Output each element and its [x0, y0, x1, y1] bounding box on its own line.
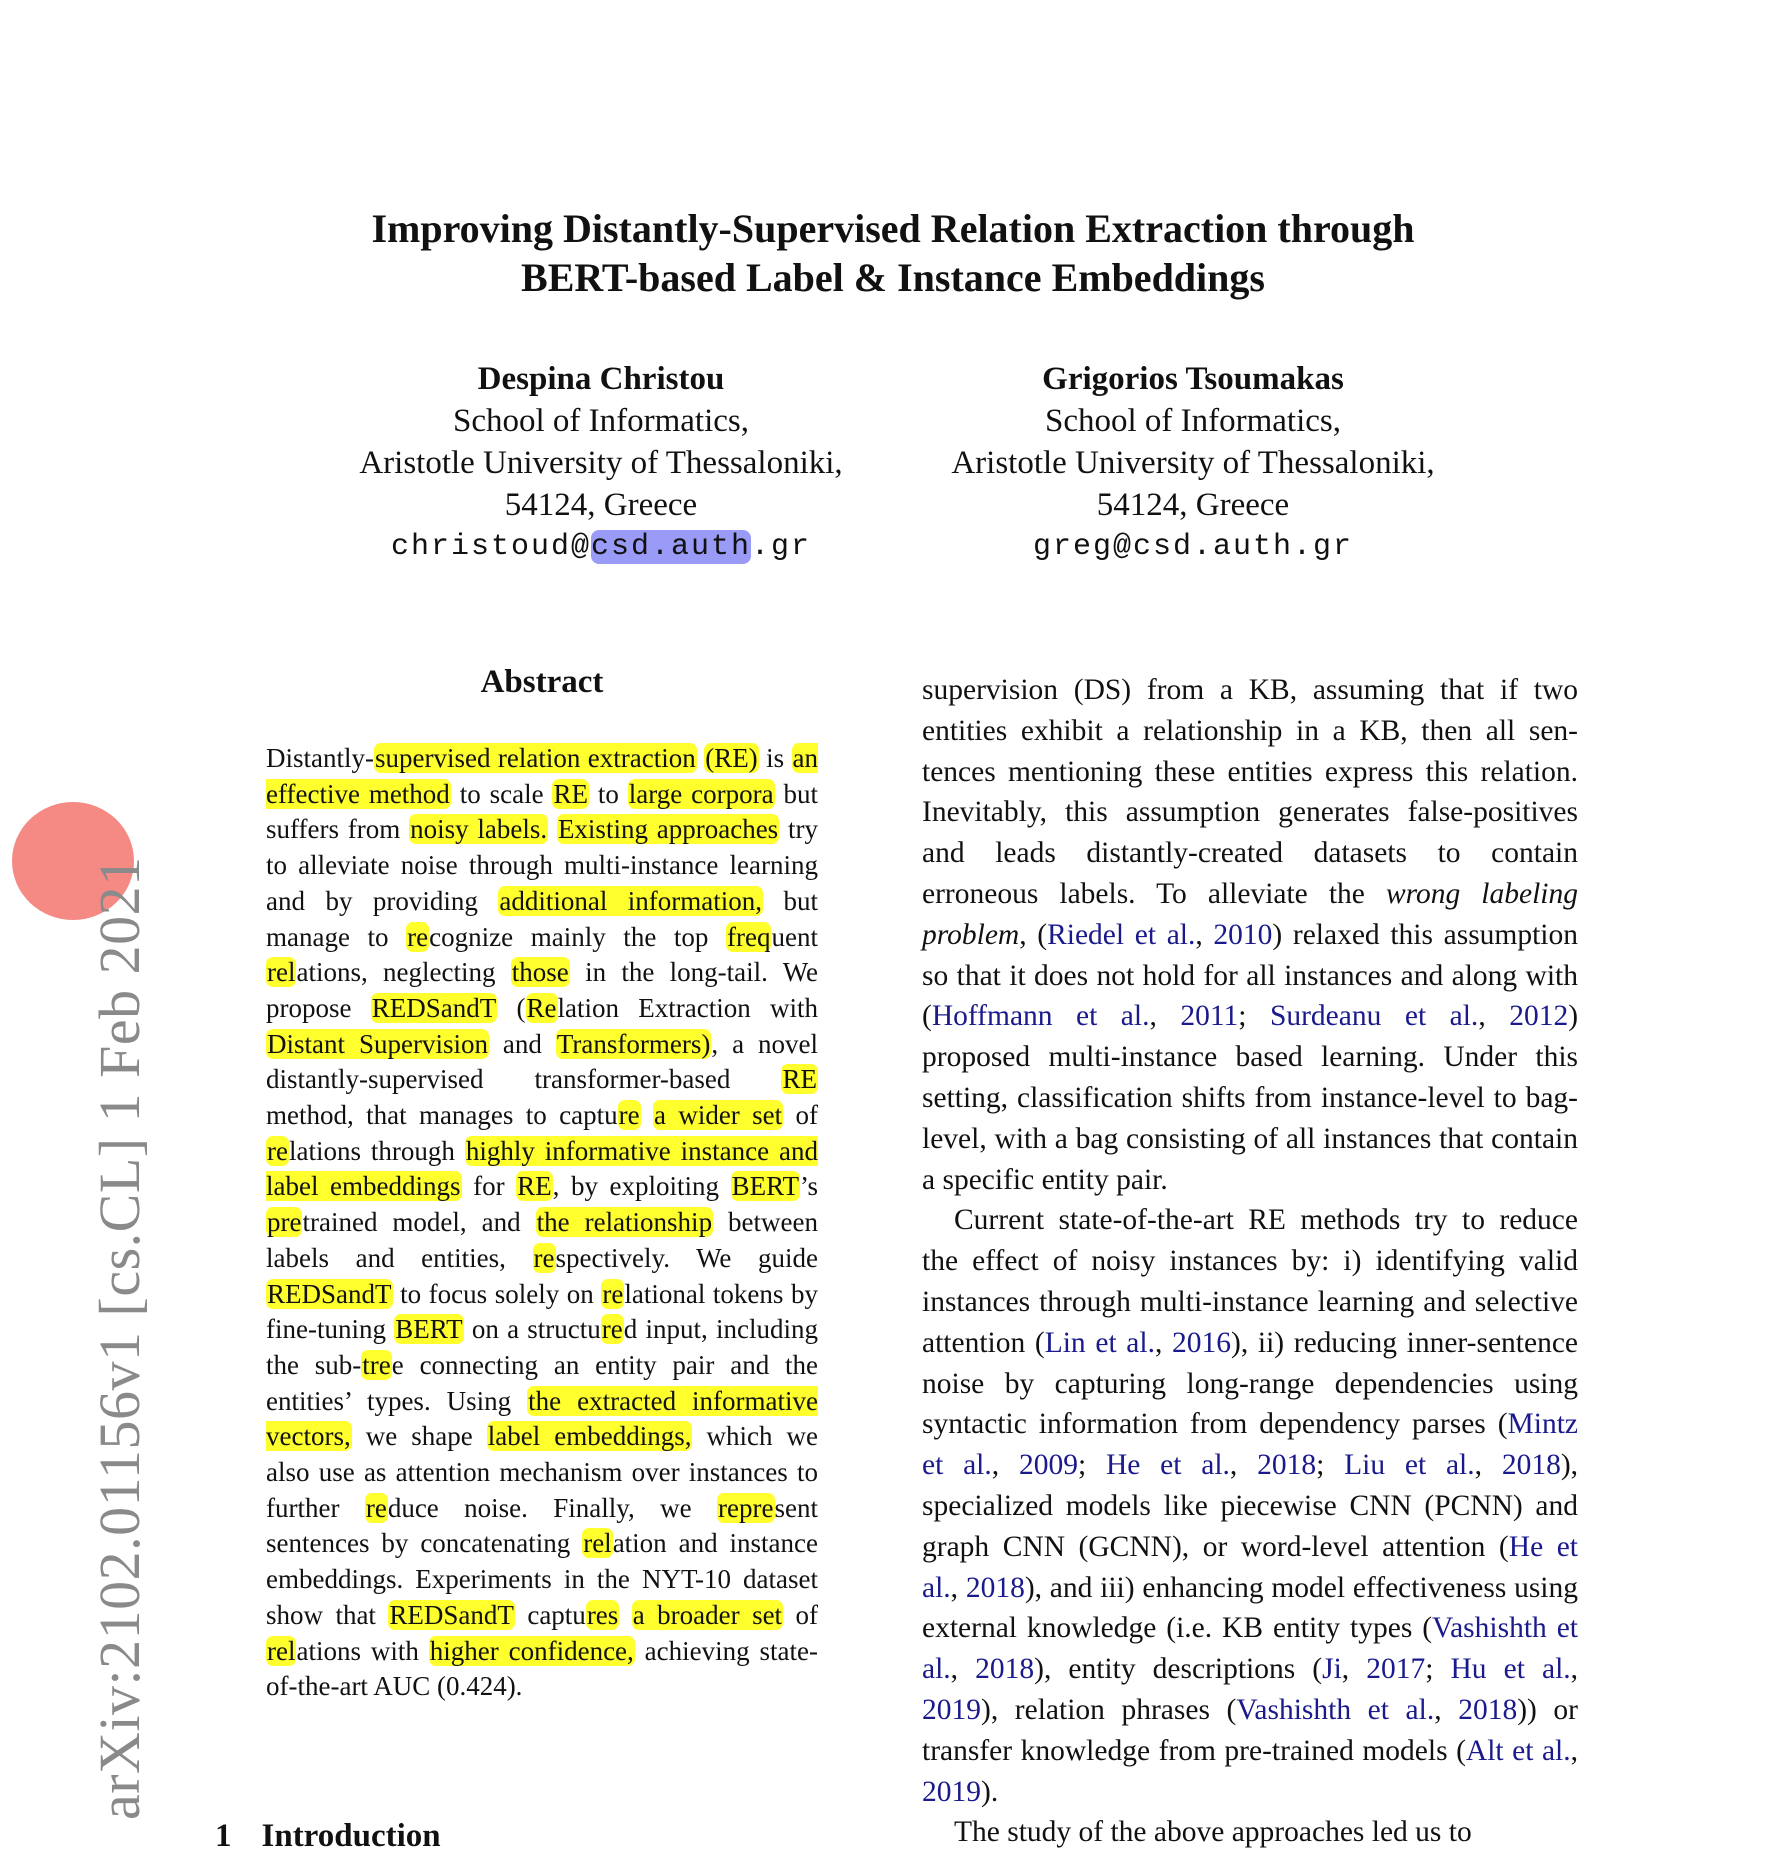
abstract-text: trained model, and: [302, 1207, 536, 1238]
highlighted-phrase: noisy labels.: [410, 814, 548, 845]
title-line-1: Improving Distantly-Supervised Relation Extraction through: [371, 206, 1415, 251]
abstract-text: between labels and entities,: [266, 1207, 819, 1273]
body-text: ), ii) reducing inner-sentence noise by capturing long-range dependencies using syntactic information from dependency parses (: [922, 1326, 1579, 1441]
author-email[interactable]: greg@csd.auth.gr: [1032, 530, 1354, 564]
email-text: .gr: [751, 530, 812, 564]
author-block-1: [321, 358, 881, 568]
highlighted-phrase: re: [601, 1314, 623, 1345]
body-paragraph: [922, 1812, 1578, 1853]
abstract-text: duce noise. Finally, we: [387, 1492, 718, 1523]
citation-link[interactable]: Vashishth et al.: [922, 1612, 1578, 1686]
citation-link[interactable]: 2019: [922, 1775, 981, 1808]
body-text: ,: [991, 1449, 1019, 1482]
citation-link[interactable]: 2009: [1018, 1449, 1078, 1482]
abstract-text: ations with: [296, 1635, 429, 1666]
citation-link[interactable]: 2018: [1257, 1449, 1317, 1482]
body-text: ), relation phrases (: [981, 1693, 1237, 1726]
author-affiliation: 54124, Greece: [504, 487, 698, 523]
citation-link[interactable]: Hoffmann et al.: [931, 1000, 1150, 1033]
section-title: Introduction: [261, 1818, 441, 1854]
section-number: 1: [215, 1818, 232, 1854]
highlighted-phrase: re: [602, 1278, 624, 1309]
author-email[interactable]: [321, 526, 881, 568]
abstract-text: [548, 814, 557, 844]
highlighted-phrase: re: [618, 1100, 640, 1131]
highlighted-phrase: rel: [583, 1528, 612, 1559]
body-text: ,: [1570, 1653, 1579, 1686]
highlighted-phrase: RE: [517, 1171, 552, 1202]
abstract-text: of: [783, 1100, 819, 1131]
paper-title: [0, 204, 1786, 302]
highlighted-phrase: Existing approaches: [557, 814, 779, 845]
abstract-text: is: [758, 743, 792, 773]
highlighted-phrase: Re: [526, 992, 557, 1023]
body-text: ,: [1341, 1653, 1367, 1686]
abstract-text: , a novel distantly-supervised transformer-based: [266, 1028, 818, 1095]
abstract-text: , by exploiting: [552, 1171, 731, 1202]
body-paragraph: [922, 670, 1578, 1200]
body-text: ), and iii) enhancing model effectiveness using external knowledge (i.e. KB entity types (: [922, 1571, 1579, 1645]
abstract-text: method, that manages to captu: [266, 1100, 618, 1131]
highlighted-phrase: (RE): [705, 743, 758, 773]
abstract-text: cognize mainly the top: [429, 921, 727, 952]
abstract-text: on a structu: [463, 1314, 601, 1345]
author-affiliation: School of Informatics,: [452, 403, 750, 439]
abstract-text: (: [497, 992, 526, 1023]
body-text: ,: [1229, 1449, 1258, 1482]
email-text: christoud@: [390, 530, 591, 564]
highlighted-phrase: those: [511, 957, 569, 988]
author-affiliation: Aristotle University of Thessaloniki,: [359, 445, 843, 481]
abstract-text: lation Extraction with: [557, 992, 818, 1023]
abstract-text: sent sentences by concatenating: [266, 1492, 818, 1559]
author-affiliation: 54124, Greece: [1096, 487, 1290, 523]
citation-link[interactable]: 2017: [1366, 1653, 1426, 1686]
abstract-text: ations, neglecting: [296, 957, 511, 988]
abstract-text: for: [461, 1171, 517, 1202]
body-text: Current state-of-the-art RE methods try to reduce the effect of noisy instances by: i) identifying valid instances through multi-instance learning and selective attention (: [922, 1204, 1578, 1359]
abstract-text: e connecting an entity pair and the entities’ types. Using: [266, 1349, 818, 1416]
highlighted-phrase: a wider set: [653, 1100, 783, 1131]
highlighted-phrase: re: [365, 1492, 387, 1523]
citation-link[interactable]: 2018: [1501, 1449, 1561, 1482]
body-text: ,: [1149, 1000, 1181, 1033]
emphasized-term: wrong labeling problem: [922, 877, 1578, 951]
body-text: ) proposed multi-instance based learning. Under this setting, classification shifts from instance-level to bag-level, with a bag consisting of all instances that contain a specific entity pair.: [922, 1000, 1579, 1196]
citation-link[interactable]: 2018: [1458, 1693, 1518, 1726]
abstract-text: to scale: [450, 778, 553, 809]
highlighted-phrase: additional information,: [499, 885, 763, 916]
citation-link[interactable]: 2011: [1180, 1000, 1239, 1033]
highlighted-phrase: re: [407, 921, 429, 952]
abstract-text: captu: [514, 1599, 586, 1630]
abstract-text: to focus solely on: [392, 1278, 602, 1309]
abstract-text: which we also use as attention mechanism over instances to further: [266, 1421, 818, 1523]
abstract-text: we shape: [351, 1421, 487, 1452]
highlighted-phrase: BERT: [731, 1171, 799, 1202]
body-text: ), specialized models like piecewise CNN (PCNN) and graph CNN (GCNN), or word-level attention (: [922, 1449, 1579, 1563]
highlighted-phrase: REDSandT: [267, 1278, 392, 1309]
citation-link[interactable]: 2012: [1509, 1000, 1569, 1033]
citation-link[interactable]: He et al.: [1105, 1449, 1230, 1482]
abstract-text: [641, 1100, 653, 1130]
citation-link[interactable]: Ji: [1322, 1653, 1342, 1686]
highlighted-phrase: large corpora: [628, 778, 774, 809]
highlighted-phrase: highly informative instance and label embeddings: [266, 1135, 818, 1202]
body-text: ;: [1077, 1449, 1106, 1482]
author-name: Grigorios Tsoumakas: [1042, 361, 1344, 397]
email-highlight: csd.auth: [590, 530, 752, 564]
author-affiliation: Aristotle University of Thessaloniki,: [951, 445, 1435, 481]
body-text: ,: [950, 1571, 966, 1604]
highlighted-phrase: higher confidence,: [429, 1635, 634, 1666]
body-text: ,: [1154, 1326, 1173, 1359]
highlighted-phrase: tre: [362, 1349, 391, 1380]
right-column-text: [922, 670, 1578, 1853]
highlighted-phrase: RE: [782, 1064, 817, 1095]
citation-link[interactable]: Hu et al.: [1450, 1653, 1571, 1686]
highlighted-phrase: rel: [267, 957, 296, 988]
citation-link[interactable]: 2018: [965, 1571, 1025, 1604]
abstract-text: try to alleviate noise through multi-instance learning and by providing: [266, 814, 818, 916]
highlighted-phrase: re: [533, 1242, 555, 1273]
highlighted-phrase: re: [267, 1135, 288, 1166]
citation-link[interactable]: Surdeanu et al.: [1269, 1000, 1479, 1033]
body-text: )) or transfer knowledge from pre-trained models (: [922, 1693, 1578, 1767]
citation-link[interactable]: 2019: [922, 1693, 981, 1726]
abstract-text: and: [488, 1028, 556, 1059]
section-heading-introduction: [215, 1818, 441, 1855]
highlighted-phrase: repre: [718, 1492, 774, 1523]
abstract-text: of: [783, 1599, 818, 1630]
body-text: ) relaxed this assumption so that it does not hold for all instances and along with (: [922, 918, 1579, 1033]
body-text: The study of the above approaches led us to: [954, 1816, 1472, 1849]
abstract-text: uent: [771, 921, 818, 952]
citation-link[interactable]: Alt et al.: [1465, 1734, 1571, 1767]
highlighted-phrase: pre: [267, 1207, 302, 1238]
highlighted-phrase: Distant Supervision: [267, 1028, 488, 1059]
arxiv-identifier: arXiv:2102.01156v1 [cs.CL] 1 Feb 2021: [87, 856, 152, 1820]
highlighted-phrase: BERT: [395, 1314, 463, 1345]
body-text: ,: [1478, 1000, 1510, 1033]
highlighted-phrase: an effective method: [266, 743, 819, 809]
abstract-text: ’s: [799, 1171, 818, 1202]
body-text: ,: [1195, 918, 1214, 951]
highlighted-phrase: label embeddings,: [487, 1421, 692, 1452]
abstract-text: in the long-tail. We propose: [266, 957, 818, 1023]
highlighted-phrase: RE: [553, 778, 588, 809]
body-paragraph: [922, 1200, 1578, 1812]
body-text: ), entity descriptions (: [1034, 1653, 1323, 1686]
abstract-text: achieving state-of-the-art AUC (0.424).: [266, 1635, 818, 1702]
citation-link[interactable]: He et al.: [922, 1530, 1579, 1604]
abstract-text: lations through: [288, 1135, 465, 1166]
abstract-text: [619, 1600, 631, 1630]
citation-link[interactable]: Liu et al.: [1344, 1449, 1475, 1482]
abstract-text: to: [588, 778, 628, 809]
citation-link[interactable]: 2018: [975, 1653, 1035, 1686]
abstract-text: d input, including the sub-: [266, 1314, 818, 1380]
citation-link[interactable]: Riedel et al.: [1047, 918, 1196, 951]
highlighted-phrase: Transformers): [556, 1028, 711, 1059]
citation-link[interactable]: Mintz et al.: [922, 1408, 1578, 1482]
title-line-2: BERT-based Label & Instance Embeddings: [521, 255, 1265, 300]
body-text: ,: [950, 1653, 976, 1686]
body-text: ;: [1425, 1653, 1451, 1686]
body-text: ;: [1316, 1449, 1345, 1482]
highlighted-phrase: freq: [727, 921, 771, 952]
abstract-text: spectively. We guide: [555, 1242, 818, 1273]
author-block-2: [913, 358, 1473, 568]
author-affiliation: School of Informatics,: [1044, 403, 1342, 439]
body-text: ;: [1238, 1000, 1270, 1033]
body-text: ).: [981, 1775, 999, 1808]
body-text: ,: [1570, 1734, 1578, 1767]
citation-link[interactable]: Lin et al.: [1044, 1326, 1155, 1359]
body-text: , (: [1019, 918, 1048, 951]
abstract-heading: Abstract: [480, 664, 604, 700]
highlighted-phrase: res: [586, 1599, 619, 1630]
author-name: Despina Christou: [477, 361, 725, 397]
highlighted-phrase: supervised relation extraction: [375, 743, 696, 773]
highlighted-phrase: the extracted informative vectors,: [266, 1385, 819, 1452]
abstract-body: [266, 741, 818, 1705]
citation-link[interactable]: Vashishth et al.: [1236, 1693, 1435, 1726]
citation-link[interactable]: 2016: [1172, 1326, 1232, 1359]
highlighted-phrase: REDSandT: [371, 992, 497, 1023]
abstract-text: but manage to: [266, 885, 818, 952]
citation-link[interactable]: 2010: [1213, 918, 1273, 951]
abstract-text: ation and instance embeddings. Experiments in the NYT-10 dataset show that: [266, 1528, 818, 1630]
abstract-text: Distantly-: [266, 743, 374, 773]
abstract-text: but suffers from: [266, 778, 818, 845]
highlighted-phrase: rel: [267, 1635, 296, 1666]
body-text: ,: [1474, 1449, 1502, 1482]
highlighted-phrase: a broader set: [632, 1599, 783, 1630]
highlighted-phrase: REDSandT: [389, 1599, 514, 1630]
body-text: supervision (DS) from a KB, assuming that if two entities exhibit a relationship in a KB, then all sentences mentioning these entities express this relation. Inevitably, this assumption generates false-positives and leads distantly-created datasets to contain erroneous labels. To alleviate the: [922, 674, 1578, 910]
body-text: ,: [1434, 1693, 1459, 1726]
highlighted-phrase: the relationship: [536, 1207, 713, 1238]
abstract-text: lational tokens by fine-tuning: [266, 1278, 819, 1345]
